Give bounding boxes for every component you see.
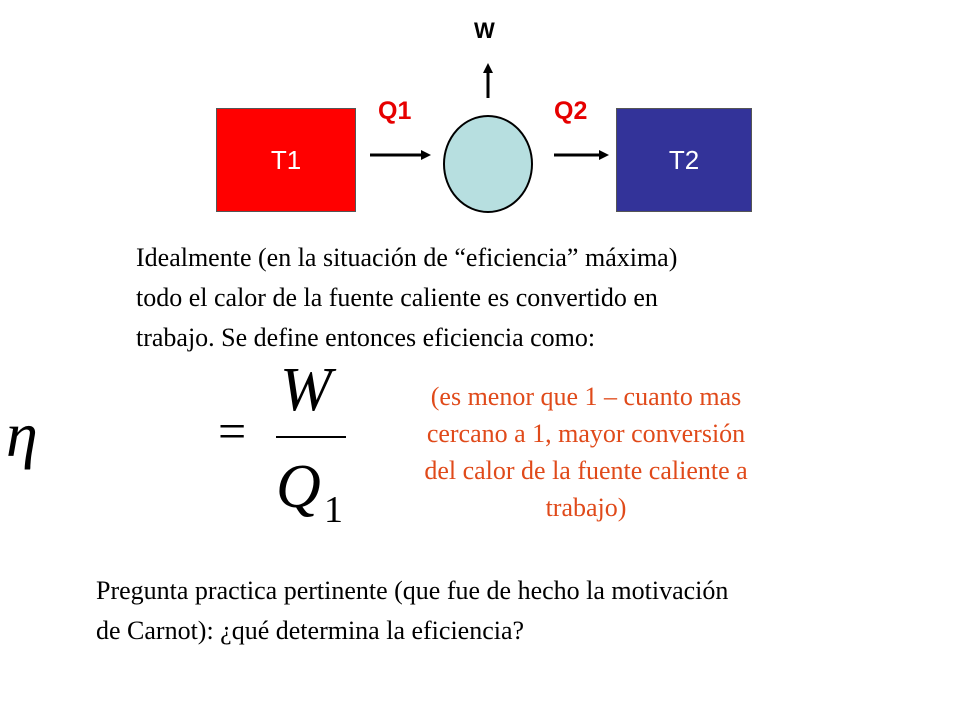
heat-in-label: Q1 (378, 97, 412, 125)
note-line: trabajo) (545, 493, 627, 522)
definition-line: Idealmente (en la situación de “eficiencia” máxima) (136, 243, 678, 272)
note-line: del calor de la fuente caliente a (424, 456, 748, 485)
heat-engine-circle (444, 116, 532, 212)
definition-line: trabajo. Se define entonces eficiencia como: (136, 323, 596, 352)
formula-subscript: 1 (324, 489, 343, 531)
formula-eta: η (6, 399, 38, 470)
efficiency-note (372, 378, 800, 526)
note-line: (es menor que 1 – cuanto mas (430, 382, 742, 411)
definition-paragraph (136, 238, 856, 358)
question-line: de Carnot): ¿qué determina la eficiencia? (96, 616, 525, 645)
formula-equals: = (218, 403, 247, 459)
work-label: W (474, 18, 495, 43)
definition-line: todo el calor de la fuente caliente es convertido en (136, 283, 658, 312)
question-paragraph (96, 571, 926, 651)
cold-reservoir-label: T2 (668, 144, 700, 175)
question-line: Pregunta practica pertinente (que fue de hecho la motivación (96, 576, 729, 605)
hot-reservoir-label: T1 (270, 144, 302, 175)
note-line: cercano a 1, mayor conversión (426, 419, 746, 448)
heat-out-label: Q2 (554, 97, 588, 125)
formula-fraction-bar (276, 436, 346, 438)
formula-numerator: W (280, 356, 332, 424)
formula-denominator: Q (276, 453, 321, 521)
